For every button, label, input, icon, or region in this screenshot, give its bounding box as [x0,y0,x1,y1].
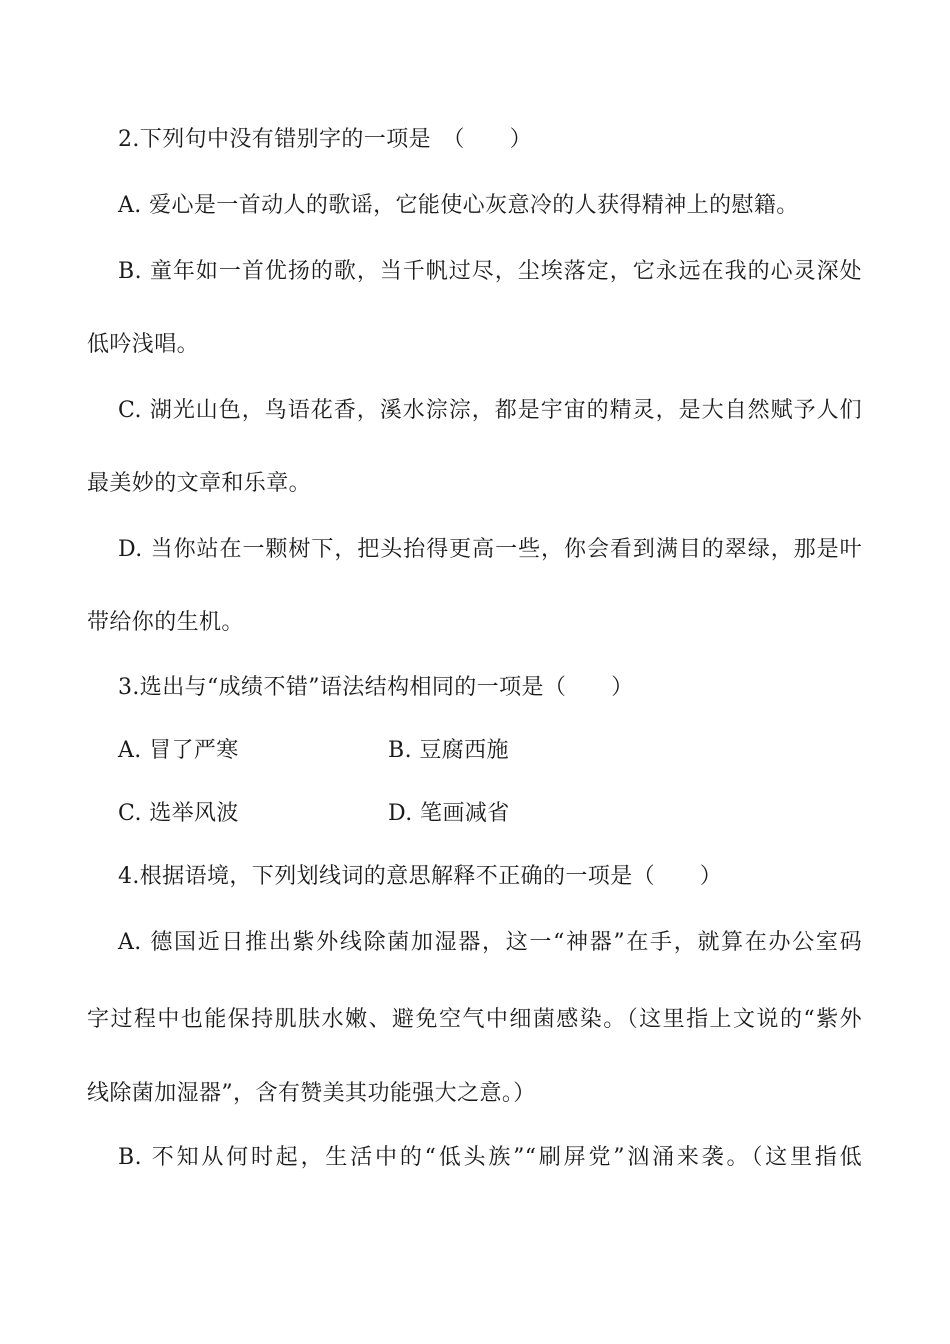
question-3-option-d: D. 笔画减省 [388,801,510,826]
question-3-option-a: A. 冒了严寒 [118,738,239,763]
question-2-option-b-line-1: B. 童年如一首优扬的歌，当千帆过尽，尘埃落定，它永远在我的心灵深处 [118,259,862,284]
question-2-option-c-line-1: C. 湖光山色，鸟语花香，溪水淙淙，都是宇宙的精灵，是大自然赋予人们 [118,398,862,423]
question-4-option-a-line-2: 字过程中也能保持肌肤水嫩、避免空气中细菌感染。（这里指上文说的“紫外 [87,1007,862,1032]
question-3-option-c: C. 选举风波 [118,801,239,826]
question-3-stem: 3.选出与“成绩不错”语法结构相同的一项是（ ） [118,675,634,700]
question-2-option-d-line-2: 带给你的生机。 [87,610,244,635]
question-4-option-a-line-1: A. 德国近日推出紫外线除菌加湿器，这一“神器”在手，就算在办公室码 [118,930,862,955]
question-2-option-b-line-2: 低吟浅唱。 [87,332,200,357]
question-2-stem: 2.下列句中没有错别字的一项是 （ ） [118,127,532,152]
question-4-stem: 4.根据语境，下列划线词的意思解释不正确的一项是（ ） [118,864,723,889]
question-2-option-d-line-1: D. 当你站在一颗树下，把头抬得更高一些，你会看到满目的翠绿，那是叶 [118,537,862,562]
question-4-option-a-line-3: 线除菌加湿器”，含有赞美其功能强大之意。） [87,1081,536,1106]
question-3-option-b: B. 豆腐西施 [388,738,509,763]
question-4-option-b-line-1: B. 不知从何时起，生活中的“低头族”“刷屏党”汹涌来袭。（这里指低 [118,1145,862,1170]
question-2-option-c-line-2: 最美妙的文章和乐章。 [87,471,312,496]
question-2-option-a: A. 爱心是一首动人的歌谣，它能使心灰意冷的人获得精神上的慰籍。 [118,193,799,218]
